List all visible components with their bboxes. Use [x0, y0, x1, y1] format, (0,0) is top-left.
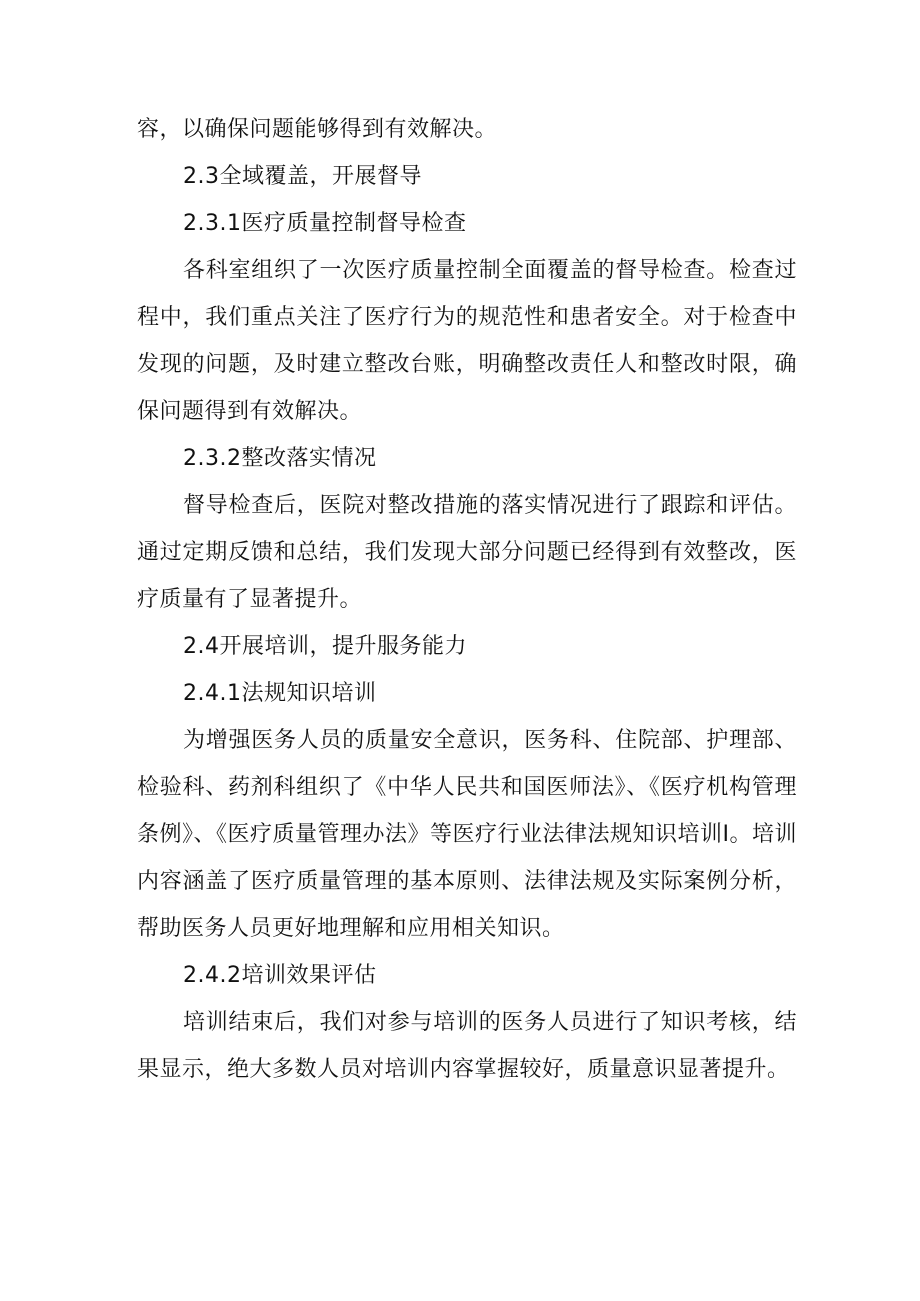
paragraph-rectification: 督导检查后，医院对整改措施的落实情况进行了跟踪和评估。通过定期反馈和总结，我们发现大部分问题已经得到有效整改，医疗质量有了显著提升。 [137, 493, 797, 612]
paragraph-regulation-training: 为增强医务人员的质量安全意识，医务科、住院部、护理部、检验科、药剂科组织了《中华人民共和国医师法》、《医疗机构管理条例》、《医疗质量管理办法》等医疗行业法律法规知识培训I。培训内容涵盖了医疗质量管理的基本原则、法律法规及实际案例分析，帮助医务人员更好地理解和应用相关知识。 [137, 728, 797, 941]
paragraph-training-evaluation: 培训结束后，我们对参与培训的医务人员进行了知识考核，结果显示，绝大多数人员对培训内容掌握较好，质量意识显著提升。 [137, 1010, 797, 1082]
paragraph-supervision-inspection: 各科室组织了一次医疗质量控制全面覆盖的督导检查。检查过程中，我们重点关注了医疗行为的规范性和患者安全。对于检查中发现的问题，及时建立整改台账，明确整改责任人和整改时限，确保问题得到有效解决。 [137, 258, 797, 424]
subsection-heading-2-4-2: 2.4.2培训效果评估 [183, 963, 377, 988]
document-body [137, 106, 797, 1093]
subsection-heading-2-4-1: 2.4.1法规知识培训 [183, 681, 377, 706]
paragraph-continuation: 容，以确保问题能够得到有效解决。 [137, 117, 498, 142]
subsection-heading-2-3-1: 2.3.1医疗质量控制督导检查 [183, 211, 467, 236]
subsection-heading-2-3-2: 2.3.2整改落实情况 [183, 446, 377, 471]
section-heading-2-4: 2.4开展培训，提升服务能力 [183, 634, 467, 659]
section-heading-2-3: 2.3全域覆盖，开展督导 [183, 164, 422, 189]
